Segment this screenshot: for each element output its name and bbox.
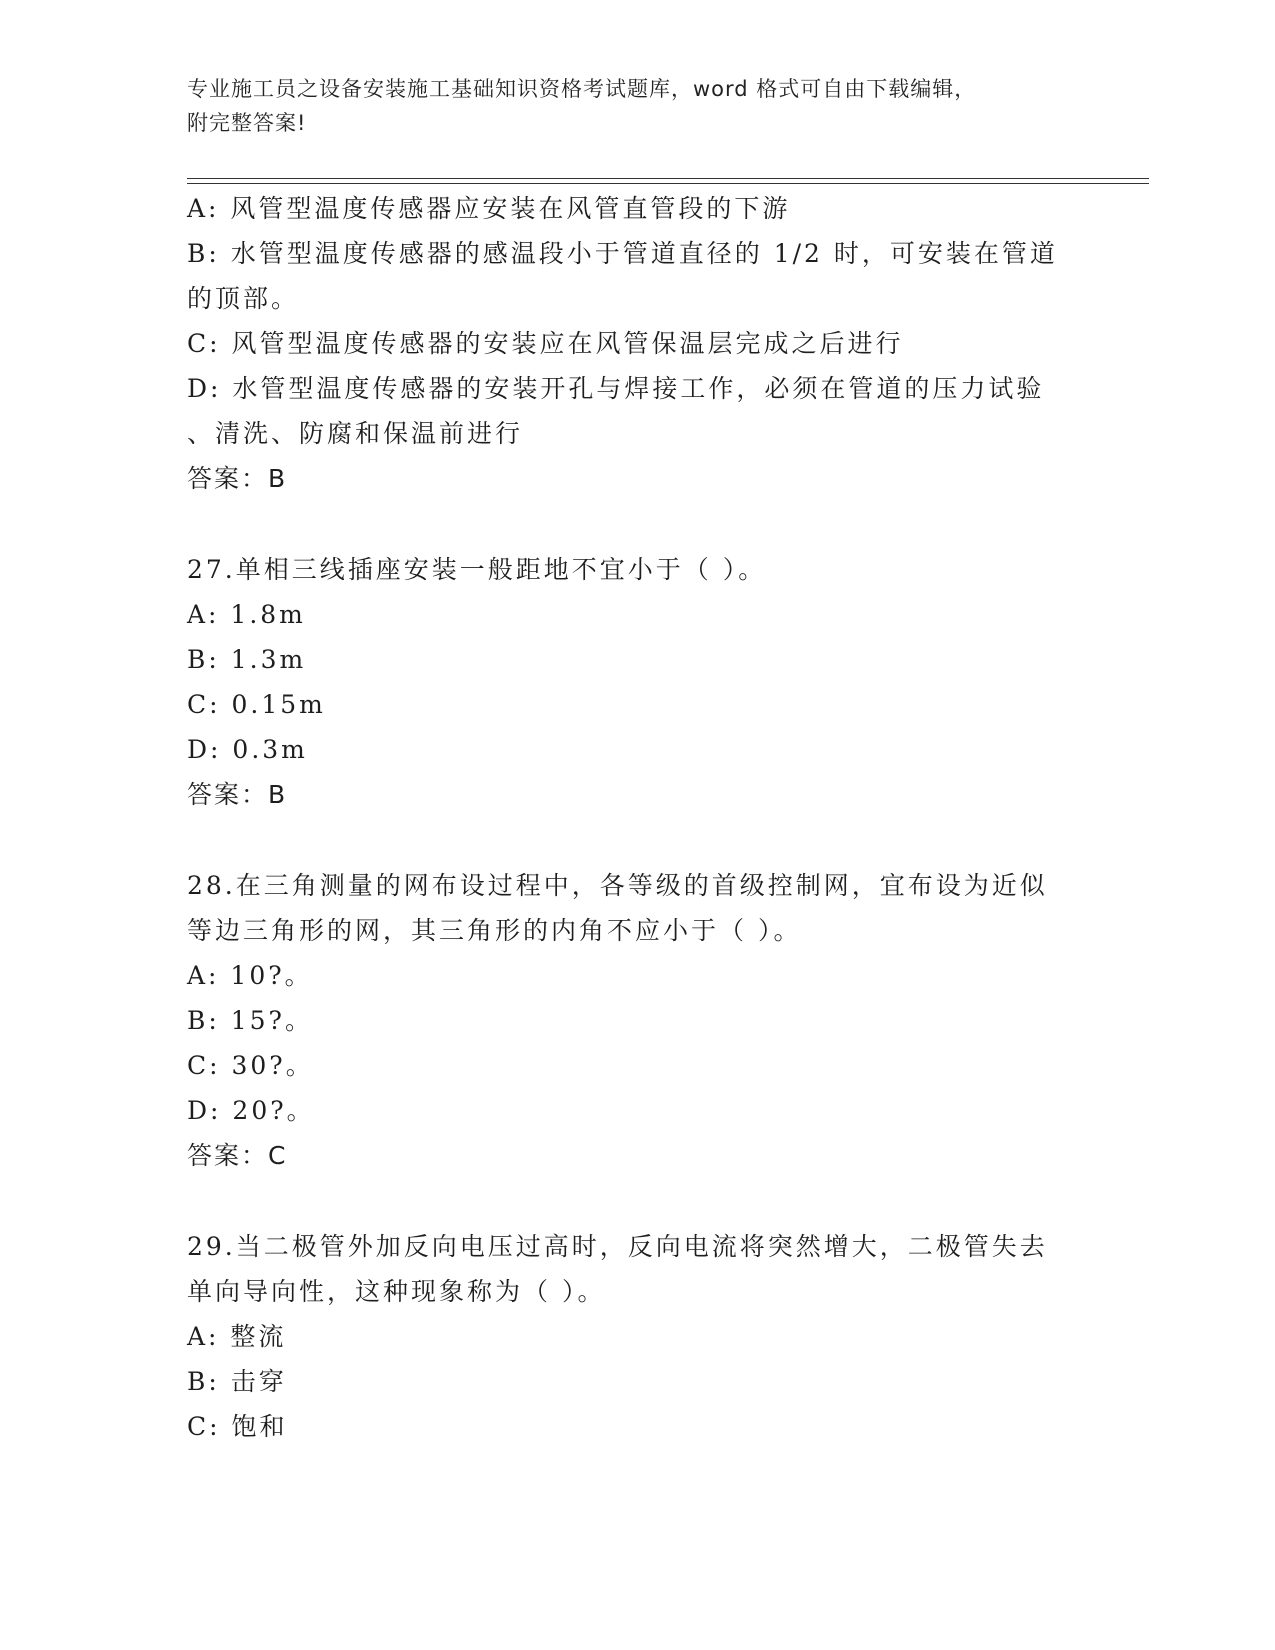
option-b-line2: 的顶部。 <box>187 284 300 313</box>
option-a: A: 风管型温度传感器应安装在风管直管段的下游 <box>187 194 791 223</box>
question-text-line2: 等边三角形的网，其三角形的内角不应小于（ ）。 <box>187 916 802 945</box>
header-divider-bottom <box>187 183 1149 184</box>
spacer <box>187 501 1087 547</box>
option-c: C: 30?。 <box>187 1051 314 1080</box>
question-block-29 <box>187 1224 1087 1449</box>
option-a: A: 整流 <box>187 1322 287 1351</box>
page-header <box>187 72 1087 140</box>
answer-label: 答案：C <box>187 1141 288 1170</box>
header-title-line2: 附完整答案! <box>187 111 307 135</box>
question-block-28 <box>187 863 1087 1178</box>
option-b: B: 击穿 <box>187 1367 287 1396</box>
question-list <box>187 186 1087 1449</box>
option-c: C: 风管型温度传感器的安装应在风管保温层完成之后进行 <box>187 329 904 358</box>
option-d: D: 20?。 <box>187 1096 315 1125</box>
option-b: B: 15?。 <box>187 1006 313 1035</box>
option-b: B: 1.3m <box>187 645 307 674</box>
answer-label: 答案：B <box>187 780 288 809</box>
question-text: 27.单相三线插座安装一般距地不宜小于（ ）。 <box>187 555 767 584</box>
option-d-line1: D: 水管型温度传感器的安装开孔与焊接工作，必须在管道的压力试验 <box>187 374 1045 403</box>
spacer <box>187 1178 1087 1224</box>
answer-label: 答案：B <box>187 464 288 493</box>
option-a: A: 10?。 <box>187 961 313 990</box>
header-title-line1: 专业施工员之设备安装施工基础知识资格考试题库，word 格式可自由下载编辑， <box>187 77 977 101</box>
header-divider-top <box>187 178 1149 179</box>
question-text-line2: 单向导向性，这种现象称为（ ）。 <box>187 1277 606 1306</box>
question-block-27 <box>187 547 1087 817</box>
question-text-line1: 28.在三角测量的网布设过程中，各等级的首级控制网，宜布设为近似 <box>187 871 1048 900</box>
option-c: C: 0.15m <box>187 690 326 719</box>
option-d-line2: 、清洗、防腐和保温前进行 <box>187 419 524 448</box>
option-c: C: 饱和 <box>187 1412 288 1441</box>
question-block-26 <box>187 186 1087 501</box>
option-a: A: 1.8m <box>187 600 306 629</box>
option-d: D: 0.3m <box>187 735 308 764</box>
spacer <box>187 817 1087 863</box>
question-text-line1: 29.当二极管外加反向电压过高时，反向电流将突然增大，二极管失去 <box>187 1232 1048 1261</box>
option-b-line1: B: 水管型温度传感器的感温段小于管道直径的 1/2 时，可安装在管道 <box>187 239 1058 268</box>
